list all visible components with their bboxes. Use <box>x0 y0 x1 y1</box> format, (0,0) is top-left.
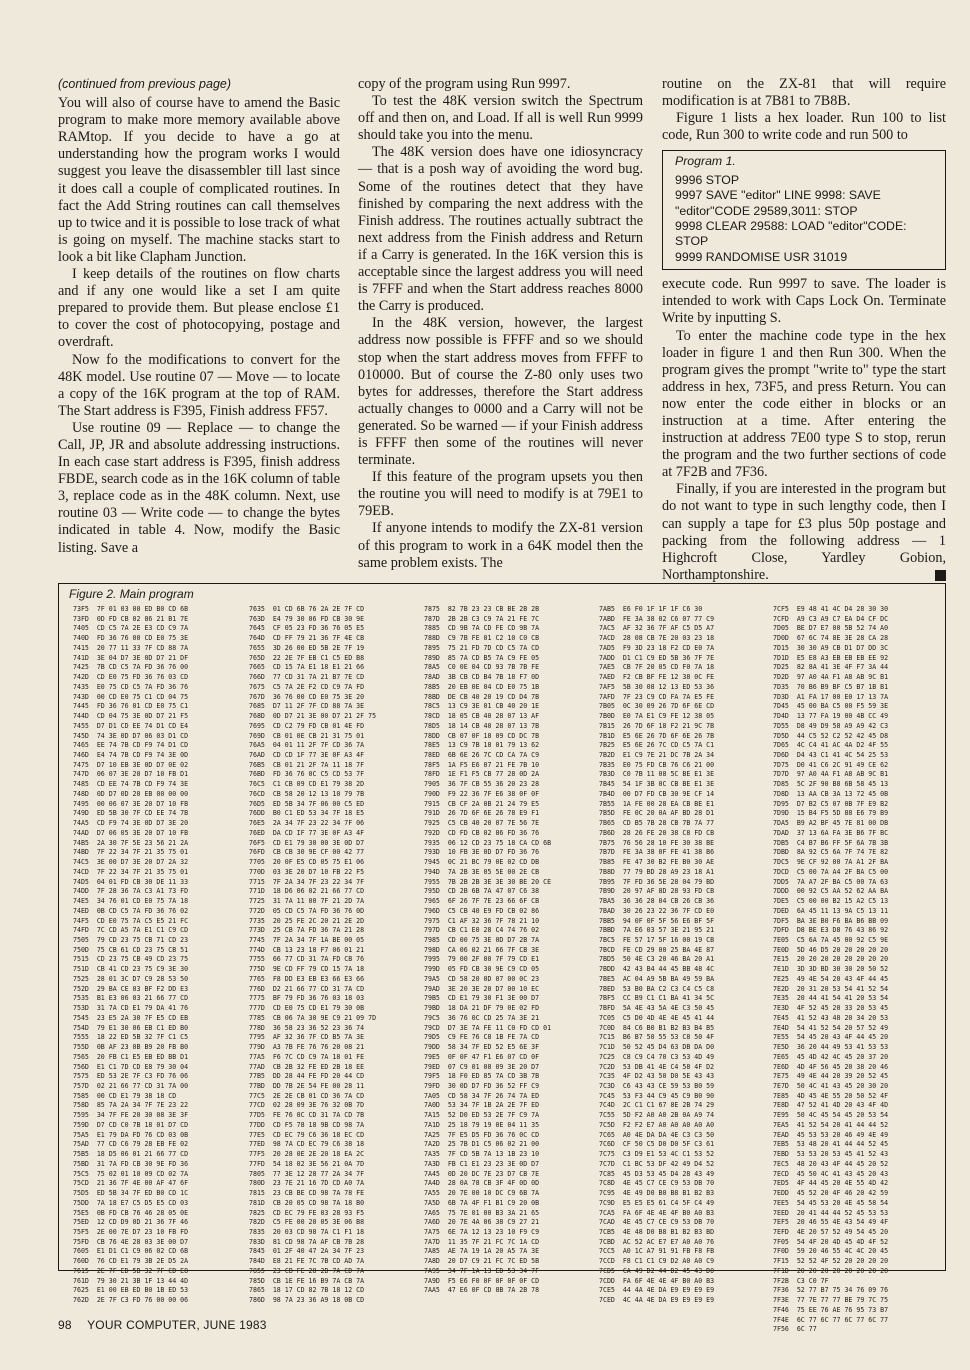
hex-dump-column: 73F5 7F 01 03 00 ED B0 CD 6B 73FD 0D FD CB 02 86 21 B1 7E 7405 CD C5 7A 2E E3 CD C9 7A 740D FD 36 76 00 CD E0 75 3E 7415 20 77 11 33 7F CD 88 7A 741D 3E 04 D7 3E 0D D7 21 DF 7425 7B CD C5 7A FD 36 76 00 742D CD E0 75 FD 36 76 03 CD 7435 E0 75 CD C5 7A FD 36 76 743D 00 CD E0 75 C1 CD 04 75 7445 FD 36 76 01 CD E0 75 C1 744D CD 04 75 3E 0D D7 21 F5 7455 D7 D1 CD EE 74 D1 CD E4 745D 74 3E 0D D7 06 03 D1 CD 7465 EE 74 7B CD F9 74 D1 CD 746D E4 74 7B CD F9 74 3E 0D 7475 D7 10 EB 3E 0D D7 0E 02 747D 06 07 3E 20 D7 10 FB D1 7485 CD EE 74 7B CD F9 74 3E 748D 0D D7 0D 20 EB 00 00 00 7495 00 06 07 3E 20 D7 10 FB 749D ED 5B 30 7F CD EE 74 7B 74A5 CD F9 74 3E 0D D7 3E 20 74AD D7 06 05 3E 20 D7 10 FB 74B5 2A 30 7F 5E 23 56 21 2A 74BD 7F 22 34 7F 21 35 75 01 74C5 3E 00 D7 3E 20 D7 2A 32 74CD 7F 22 34 7F 21 35 75 01 74D5 04 01 FD CB 30 DE 11 33 74DD 7F 28 36 7A C3 A1 73 FD 74E5 34 76 01 CD E0 75 7A 18 74ED 0B CD C5 7A FD 36 76 02 74F5 CD E0 75 7A C5 E5 21 FC 74FD 7C CD A5 7A E1 C1 C9 CD 7505 79 CD 23 75 CB 71 CD 23 750D 75 CB 61 CD 23 75 CB 51 7515 CD 23 75 CB 49 CD 23 75 751D CB 41 CD 23 75 C9 3E 30 7525 28 01 3C D7 C9 28 53 50 752D 29 BA CE 03 BF F2 DD E3 7535 B1 E3 06 03 21 66 77 CD 753D 31 7A CD E1 79 DA 41 76 7545 23 E5 2A 30 7F E5 CD EB 754D 79 E1 30 06 EB C1 ED B0 7555 18 22 ED 5B 32 7F C1 C5 755D 0B AF 23 0B B9 20 FB B0 7565 20 FB C1 E5 EB ED BB D1 756D E1 C1 7D CD E8 79 30 04 7575 ED 53 2E 7F C3 FD 76 06 757D 02 21 66 77 CD 31 7A 00 7585 00 CD E1 79 38 18 CD 758D 85 7A 2A 34 7F 7E 23 22 7595 34 7F FE 20 30 08 3E 3F 759D D7 CD C0 7B 18 01 D7 CD 75A5 E1 79 DA FD 76 CD 03 0B 75AD 77 CD C6 79 28 EB FE 02 75B5 18 D5 06 01 21 66 77 CD 75BD 31 7A FD CB 30 9E FD 36 75C5 75 02 01 10 09 CD 02 7A 75CD 21 36 7F 4E 00 AF 47 6F 75D5 ED 5B 34 7F ED B0 CD 1C 75DD 7A 18 E7 C5 D5 E5 CD 03 75E5 0B FD CB 76 46 28 05 0E 75ED 12 CD D9 0D 21 36 7F 46 75F5 2E 00 7E D7 23 10 FB FD 75FD CB 76 4E 28 03 3E 00 D7 7605 E1 D1 C1 C9 06 02 CD 6B 760D 76 CD E1 79 3B 2E D5 2A 7615 2E 7F ED 5B 32 7F CD E8 761D 79 30 21 3B 1F 13 44 4D 7625 E1 00 EB ED B0 1B ED 53 762D 2E 7F C3 FD 76 00 00 06 <box>73 605 189 1305</box>
hex-dump-column: 7875 82 7B 23 23 CB BE 2B 2B 787D 2B 2B C3 C9 7A 21 FE 7C 7885 CD 9B 7A CD FE CD 9B 7A 788D C9 7B FE 01 C2 10 C0 CB 7895 75 21 FD 7D CD C5 7A CD 789D 85 7A CD B5 7A C9 FE 05 78A5 C0 0E 04 CD 93 7B 7B FE 78AD 3B CB CD B4 7B 18 F7 0D 78B5 20 EB 0E 04 CD E0 75 1B 78BD DE CB 40 20 19 CD D4 7B 78C5 13 C9 3E 01 CB 40 20 1E 78CD 18 05 CB 40 28 07 13 AF 78D5 18 14 CB 40 28 07 13 7B 78DD CB 07 0F 18 09 CD DC 7B 78E5 13 C9 7B 18 01 79 13 62 78ED 6B 6E 26 7C CD CA 7A C9 78F5 1A F5 E6 07 21 FE 7B 10 78FD 1E F1 F5 CB 77 28 0D 2A 7905 36 7F CB 55 36 20 23 28 790D F9 22 36 7F E6 38 0F 0F 7915 CB CF 2A 0B 21 24 79 E5 791D 26 7D 6F 6E 26 78 E9 F1 7925 C5 CB 40 20 07 7E 56 7E 792D CD FD CB 02 86 FD 36 76 7935 06 12 CD 23 75 18 CA CD 6B 793D 10 FB 3E 0D D7 FD 36 76 7945 0C 21 BC 79 0E 02 CD DB 794D 7A 2B 3E 05 5E 00 2E CB 7955 7B 2B 2B 3E 3E 30 BE 20 CE 795D CD 2B 6B 7A 47 07 C6 38 7965 6F 26 7F 7E 23 66 6F CB 796D C5 CB 40 E9 FD CB 02 86 7975 C1 AF 32 36 7F 78 21 10 797D CB C1 E0 28 C4 74 76 02 7985 CD 00 75 3E 0D D7 2B 7A 798D CA 06 02 21 66 7F CB 3E 7995 79 00 2F 00 7F 79 CD E1 799D 05 FD CB 30 9E C9 CD 05 79A5 CD 58 20 0D 07 00 0C 23 79AD 3E 20 3E 20 D7 00 10 EC 79B5 CD E1 79 30 F1 3E 00 D7 79BD 18 DA 21 DF 79 0E 02 FD 79C5 36 76 0C CD 25 7A 3E 21 79CD D7 3E 7A FE 11 C0 FD CD 01 79D5 C9 FE 76 C8 1B FE 7A CD 79DD 58 34 7F ED 52 E5 6E 3F 79E5 0F 0F 47 F1 E6 07 CD 0F 79ED 07 C9 01 08 09 3E 20 D7 79F5 18 F0 ED 85 7A CD 3B 7B 79FD 30 0D D7 FD 36 52 FF C9 7A05 CD 58 34 7F 26 74 7A ED 7A0D 53 34 7F 1B 2A 2E 7F ED 7A15 52 D0 ED 53 2E 7F C9 7A 7A1D 25 18 79 19 0E 04 11 35 7A25 7F E5 D5 FD 36 76 0C CD 7A2D 25 7B D1 C5 06 02 21 00 7A35 7F CD 5B 7A 13 1B 23 10 7A3D FB C1 E1 23 23 3E 0D D7 7A45 0D 20 DC 7E 23 D7 CB 7E 7A4D 28 0A 78 CB 3F 4F 0D 0D 7A55 20 7E 00 10 DC C9 6B 7A 7A5D 6B 7A 4F F1 B1 C9 20 0B 7A65 75 7E 01 00 B3 3A 21 65 7A6D 20 7E 4A 06 38 C9 27 21 7A75 6E 7A 12 13 23 10 F9 C9 7A7D 11 35 7F 21 FC 7C 1A CD 7A85 AE 7A 19 1A 20 A5 7A 3E 7A8D 20 D7 C9 21 FC 7C ED 5B 7A95 34 7F 1A 13 ED 53 34 7F 7A9D F5 E6 F0 0F 0F 0F 0F CD 7AA5 47 E6 0F CD 8B 7A 2B 78 <box>424 605 552 1295</box>
paragraph: copy of the program using Run 9997. <box>358 76 571 92</box>
paragraph: You will also of course have to amend the Basic program to make more memory available above RAMtop. If you decide to have a go at understanding how the program works I would suggest you leave the disassembler till last since it does call a couple of complicated routines. In fact the Add String routines can call themselves up to twice and it is possible to lose track of what is going on myself. The machine stacks start to look a bit like Clapham Junction. <box>58 95 340 265</box>
paragraph: execute code. Run 9997 to save. The loader is intended to work with Caps Lock On. Terminate Write by inputting S. <box>662 276 946 327</box>
article-column-3 <box>662 76 946 584</box>
program-line: 9999 RANDOMISE USR 31019 <box>675 249 848 264</box>
paragraph: If anyone intends to modify the ZX-81 version of this program to work in a 64K model then the same problem exists. The <box>358 520 643 571</box>
hex-dump-column: 7635 01 CD 6B 76 2A 2E 7F CD 763D E4 79 30 06 FD CB 30 9E 7645 CF 05 23 FD 36 76 05 E5 764D CD FF 79 21 36 7F 4E CB 7655 3D 26 00 ED 5B 2E 7F 19 765D 22 2E 7F EB C1 C5 ED B8 7665 CD 15 7A E1 18 E1 21 66 766D 77 CD 31 7A 21 B7 7E CD 7675 C5 7A 2E F2 CD C9 7A FD 767D 36 76 00 CD E0 75 3E 20 7685 D7 11 2F 7F CD 88 7A 3E 768D 0D D7 21 3E 00 D7 21 2F 75 7695 CD C2 79 FD CB 01 4E FD 769D CB 01 0E CB 21 31 75 01 76A5 04 01 11 2F 7F CD 36 7A 76AD CD CD 1F 77 3E 0F A3 4F 76B5 CB 01 21 2F 7A 11 18 7F 76BD FD 36 76 0C C5 CD 53 7F 76C5 C1 CB 09 CD E1 79 38 2D 76CD CB 58 20 12 13 10 79 7B 76D5 ED 5B 34 7F 06 00 C5 ED 76DD B0 C1 ED 53 34 7F 18 E5 76E5 2A 34 7F 23 22 34 7F 06 76ED DA CD IF 77 3E 0F A3 4F 76F5 CD E1 79 30 00 3E 0D D7 76FD CB CB 30 9E CF 00 42 77 7705 20 0F E5 CD 05 75 E1 06 770D 03 3E 20 D7 10 FB 22 F5 7715 7F 2A 34 7F 23 22 34 7F 771D 18 D6 06 02 21 66 77 CD 7725 31 7A 11 00 7F 21 2D 7A 772D 05 CD C5 7A FD 36 76 0D 7735 20 25 FE 2C 20 21 2E 2D 773D 25 CB 7A FD 36 7A 21 28 7745 7F 2A 34 7F 1A BE 00 05 774D CB 13 23 18 F7 06 01 21 7755 66 77 CD 31 7A FD CB 76 775D 9E CD FF 79 CD 15 7A 18 7765 F8 DD E3 EB E3 66 E3 66 776D D2 21 66 77 CD 31 7A CD 7775 BF 79 FD 36 76 03 18 03 777D CD E0 75 CD E1 79 30 0B 7785 CB 06 7A 30 9E C9 21 09 7D 778D 36 58 23 36 52 23 36 74 7795 AF 32 36 7F CD B5 7A 3E 779D A3 7B FE 76 76 20 08 21 77A5 F6 7C CD C9 7A 18 01 FE 77AD CB 2B 32 FE ED 2B 18 EE 77B5 DD 28 44 FE FD 20 44 CD 77BD DD 7B 2E 54 FE 00 28 11 77C5 2E 2E CB 01 CD 36 7A CD 77CD 02 28 09 3E 76 32 0B 7D 77D5 FE 76 0C CD 31 7A CD 7B 77DD CD F5 78 18 9B CD 98 7A 77E5 CD EC 79 C6 36 18 EC CD 77ED 98 7A CD EC 79 C6 38 18 77F5 20 28 0E 2E 20 18 EA 2C 77FD 54 18 02 3E 56 21 0A 7D 7805 77 3E 12 28 77 2A 34 7F 780D 23 7E 21 16 7D CD A0 7A 7815 23 CB BE CD 98 7A 78 FE 781D CB 20 05 CD 98 7A 18 B0 7825 CD EC 79 FE 03 28 93 F5 782D C5 FE 00 20 05 3E 06 B8 7835 20 03 CD 98 7A C1 F1 18 783D 81 CD 98 7A AF CB 7B 28 7845 01 2F 40 47 2A 34 7F 23 784D E8 21 FE 7C 7B CD AD 7A 7855 23 CB FE 28 2B 7A CD 7A 785D CB 1E FE 16 B9 7A CB 7A 7865 18 17 CD 82 7B 18 12 CD 786D 98 7A 23 36 A9 18 0B CD <box>249 605 377 1305</box>
figure-2-title: Figure 2. Main program <box>69 587 194 601</box>
paragraph: Use routine 09 — Replace — to change the Call, JP, JR and absolute addressing instructions. In each case start address is F395, finish address FBDE, search code as in the 16K column of table 3, replace code as in the 48K column. Next, use routine 03 — Write code — to change the bytes indicated in table 4. Now, modify the Basic listing. Save a <box>58 419 340 556</box>
paragraph: routine on the ZX-81 that will require modification is at 7B81 to 7B8B. <box>662 76 946 110</box>
page-footer <box>58 1318 267 1332</box>
hex-dump-column: 7AB5 E6 F0 1F 1F 1F C6 30 7ABD FE 3A 38 02 C6 07 77 C9 7AC5 AF 32 36 7F AF C5 D5 A7 7ACD 28 08 CB 7E 20 03 23 18 7AD5 F9 3D 23 18 F2 CD E0 7A 7ADD D1 C1 C9 ED 5B 36 7F 7E 7AE5 CB 7F 20 05 CD F0 7A 18 7AED F2 CB BF FE 12 38 0C FE 7AF5 5B 30 08 12 13 ED 53 36 7AFD 7F 23 C9 CD FA 7A E5 FE 7B05 0C 30 09 26 7D 6F 6E CD 7B0D E0 7A E1 C9 FE 12 38 05 7B15 26 7D 6F 18 F2 21 9C 7B 7B1D E5 6E 26 7D 6F 6E 26 7B 7B25 E5 6E 26 7C CD C5 7A C1 7B2D E1 C9 7E 21 DC 7B 2A 34 7B35 E0 75 FD CB 76 C6 21 00 7B3D C0 7B 11 08 5C BE E1 3E 7B45 54 1F 3B 0C CB BE E1 3E 7B4D 00 D7 FD CB 30 9E CF 14 7B55 1A FE 00 28 EA CB BE E1 7B5D FE 0C 20 0A AF BD 28 D1 7B65 CD B5 7B 28 CB 7B 7A 77 7B6D 28 26 FE 20 38 C8 FD CB 7B75 76 56 28 10 FE 30 38 BE 7B7D FE 3A 38 0F FE 41 38 B6 7B85 FE 47 30 B2 FE B0 30 AE 7B8D 77 79 BD 28 A9 23 18 A1 7B95 7F FD 36 5E 28 04 79 BD 7B9D 20 97 AF 8D 28 93 FD CB 7BA5 36 36 28 04 CB 26 CB 36 7BAD 30 26 23 22 36 7F CD E0 7BB5 94 0F 0F 5F 56 E6 BF 5F 7BBD 7A E6 03 57 3E 21 95 21 7BC5 FE 57 17 5F 16 00 19 CB 7BCD FE CD 29 00 25 BA 4E 87 7BD5 50 4E C3 20 46 BA 20 A1 7BDD 42 43 B4 44 45 BB 48 4C 7BE5 AC 04 A9 5B BA 49 59 BA 7BED 53 B0 BA C2 C3 C4 C5 C8 7BF5 CC B9 C1 C1 BA 41 34 5C 7BFD 5A 4E 43 5A 4E C3 50 45 7C05 C5 D0 4D 4E 4E 45 41 44 7C0D 84 C6 B0 B1 B2 B3 B4 B5 7C15 B6 B7 50 55 53 C8 50 4F 7C1D 50 52 45 D4 63 DB DA D0 7C25 C8 C9 C4 70 C3 53 4D 49 7C2D 53 DB 41 4E C4 58 4F D2 7C35 4F D2 43 50 D0 5E 43 43 7C3D C6 43 43 CE 59 53 B0 59 7C45 53 F3 44 C9 45 C9 B0 90 7C4D 2C C1 C1 67 8E 2B 74 29 7C55 5D F2 A0 A0 2B 0A A9 74 7C5D F2 F2 E7 A0 A0 A0 A0 A0 7C65 A0 4E DA DA 4E C3 C3 50 7C6D CF 50 C5 D0 D0 5F C3 61 7C75 C3 D9 E1 53 4C C1 53 52 7C7D C1 BC 53 DF 42 49 D4 52 7C85 45 D3 53 45 D4 28 43 49 7C8D 4E 45 C7 CE C9 53 DB 70 7C95 4E 49 D0 B0 B8 B1 B2 B3 7C9D E5 E5 E5 61 C4 5F C4 49 7CA5 FA 6F 4E 4E 4F B0 A0 B3 7CAD 4E 45 C7 CE C9 53 DB 70 7CB5 4E 48 D0 B8 B1 B2 B3 BD 7CBD AC 52 AC E7 E7 A0 A0 76 7CC5 A0 1C A7 91 91 FB F8 FB 7CCD F8 C1 C1 C9 D2 A0 A0 C9 7CD5 CA 49 D2 44 D2 45 43 D0 7CDD FA 6F 4E 4E 4F B0 A0 B3 7CE5 44 4A 4E DA E9 E9 E9 E9 7CED 4C 4A 4E DA E9 E9 E9 E9 <box>599 605 715 1305</box>
paragraph: To enter the machine code type in the hex loader in figure 1 and then Run 300. When the program gives the prompt "write to" type the start address in hex, 73F5, and press Return. You can now enter the code either in blocks or an instruction at a time. After entering the instruction at address 7E00 type S to stop, rerun the program and the two further sections of code at 7F2B and 7F36. <box>662 327 946 481</box>
continued-note: (continued from previous page) <box>58 77 232 91</box>
paragraph <box>662 481 946 584</box>
paragraph: Now fo the modifications to convert for the 48K model. Use routine 07 — Move — to locate a copy of the 16K program at the top of RAM. The Start address is F395, Finish address FF57. <box>58 351 340 419</box>
paragraph: I keep details of the routines on flow charts and if any one would like a set I am quite prepared to provide them. But please enclose £1 to cover the cost of photocopying, postage and overdraft. <box>58 266 340 351</box>
paragraph: Figure 1 lists a hex loader. Run 100 to list code, Run 300 to write code and run 500 to <box>662 110 946 144</box>
program-line: 9996 STOP <box>675 172 740 187</box>
article-column-2 <box>358 76 643 572</box>
paragraph: The 48K version does have one idiosyncracy — that is a posh way of avoiding the word bug. Some of the routines detect that they have finished by comparing the next address with the Finish address. The routines actually subtract the next address from the Finish address and Return if a Carry is generated. In the 16K version this is acceptable since the largest address you will need is 7FFF and when the Start address reaches 8000 the Carry is produced. <box>358 144 643 315</box>
program-line: 9997 SAVE "editor" LINE 9998: SAVE "editor"CODE 29589,3011: STOP <box>675 188 881 218</box>
program-1-title: Program 1. <box>675 154 736 169</box>
hex-dump-column: 7CF5 E9 48 41 4C D4 28 30 30 7CFD A9 C3 A9 C7 EA D4 CF DC 7D05 BE D7 E7 00 5B 52 74 A0 7D0D 67 6C 74 8E 3E 28 CA 28 7D15 30 30 A9 CB D1 D7 DD 3C 7D1D E5 E8 A3 EB EB EB EE 92 7D25 82 8A 41 3E 4F F7 3A 44 7D2D 97 A0 4A F1 A8 AB 9C B1 7D35 70 B6 B9 BF C5 B7 1B B1 7D3D A1 FA 17 00 E0 17 13 7A 7D45 45 00 BA C5 00 F5 59 3E 7D4D 13 77 FA 19 00 4B CC 49 7D55 D8 49 D9 58 A9 A9 42 C3 7D5D 44 C5 52 C2 52 42 45 D8 7D65 4C C4 41 AC 4A D2 4F 55 7D6D D4 43 C1 41 4C 54 25 53 7D75 D0 41 C6 2C 91 49 CE 62 7D7D 97 A0 4A F1 A8 AB 9C B1 7D85 5C 2F 90 B8 6B 58 45 13 7D8D 13 AA CB 3A 13 72 45 0B 7D95 D7 B2 C5 07 0B 7F E9 B2 7D9D 15 B4 F5 5D 88 E6 79 B9 7DA5 B9 A2 BF 45 7E 81 00 DB 7DAD 37 13 6A FA 3E B6 7F BC 7DB5 C4 B7 B6 FF 5F 6A 7B 3B 7DBD 8A 92 C5 6A 7F 74 7E 82 7DC5 9E CF 92 00 7A A1 2F BA 7DCD C5 00 7A A4 2F BA C5 00 7DD5 7A A7 2F BA C5 00 7A 63 7DDD 00 92 C5 AA 52 62 AA BA 7DE5 C5 00 00 B2 15 A2 C5 13 7DED 6A 45 11 13 9A C5 13 11 7DF5 BA 3E B0 F6 BA B6 BB 09 7DFD D8 BE E3 D8 76 43 86 92 7E05 C5 6A 7A 45 00 92 C5 9E 7E0D 5D 46 D5 20 20 20 20 20 7E15 20 20 20 20 20 20 20 20 7E1D 3D 3D BD 30 30 20 50 52 7E25 49 4E 54 20 43 4F 44 45 7E2D 20 31 20 53 54 41 52 54 7E35 20 44 41 54 41 20 53 54 7E3D 4F 52 45 20 33 20 53 45 7E45 41 52 43 48 20 34 20 53 7E4D 54 41 52 54 20 57 52 49 7E55 54 45 20 43 4F 44 45 20 7E5D 36 20 44 49 53 41 53 53 7E65 45 4D 42 4C 45 20 37 20 7E6D 4D 4F 56 45 20 38 20 46 7E75 49 4E 44 20 39 20 52 45 7E7D 50 4C 41 43 45 20 30 20 7E85 4D 45 4E 55 20 50 52 4F 7E8D 47 52 41 4D 20 43 4F 4D 7E95 50 4C 45 54 45 20 53 54 7EA5 41 52 54 20 41 44 44 52 7EAD 45 53 53 20 46 49 4E 49 7EB5 53 48 20 41 44 44 52 45 7EBD 53 53 20 53 45 41 52 43 7EC5 48 20 43 4F 44 45 20 52 7ECD 45 50 4C 41 43 45 20 43 7ED5 4F 44 45 20 4E 55 4D 42 7EDD 45 52 20 4F 46 20 42 59 7EE5 54 45 53 20 4E 45 58 54 7EED 20 41 44 44 52 45 53 53 7EF5 20 46 55 4E 43 54 49 4F 7EFD 4E 20 57 52 49 54 45 20 7F05 54 4F 20 4D 45 4D 4F 52 7F0D 59 20 46 55 4C 4C 20 45 7F15 52 52 4F 52 20 20 20 20 7F1D 20 20 20 20 20 20 20 20 7F2B C3 C0 7F 7F36 52 77 B7 75 34 76 09 76 7F3E 77 7E 77 77 BE 79 7C 75 7F46 75 EE 76 AE 76 95 73 B7 7F4E 6C 77 6C 77 6C 77 6C 77 7F56 6C 77 <box>773 605 889 1334</box>
paragraph: If this feature of the program upsets you then the routine you will need to modify is at 79E1 to 79EB. <box>358 469 643 520</box>
end-of-article-mark <box>935 570 946 581</box>
article-column-1 <box>58 76 340 557</box>
publication-line: YOUR COMPUTER, JUNE 1983 <box>87 1318 267 1332</box>
paragraph: To test the 48K version switch the Spectrum off and then on, and Load. If all is well Run 9999 should take you into the menu. <box>358 93 643 144</box>
program-line: 9998 CLEAR 29588: LOAD "editor"CODE: STOP <box>675 219 907 249</box>
closing-paragraph-text: Finally, if you are interested in the program but do not want to type in such lengthy code, then I can supply a tape for £3 plus 50p postage and packing from the following address — 1 Highcroft Close, Yardley Gobion, Northamptonshire. <box>662 481 946 583</box>
program-1-listing <box>662 150 946 270</box>
page-number: 98 <box>58 1318 72 1332</box>
paragraph: In the 48K version, however, the largest address now possible is FFFF and so we should stop when the start address moves from FFFF to 010000. But of course the Z-80 only uses two bytes for addresses, therefore the Start address actually changes to 0000 and a Carry will not be generated. So be warned — if your Finish address is FFFF then some of the routines will never terminate. <box>358 315 643 469</box>
